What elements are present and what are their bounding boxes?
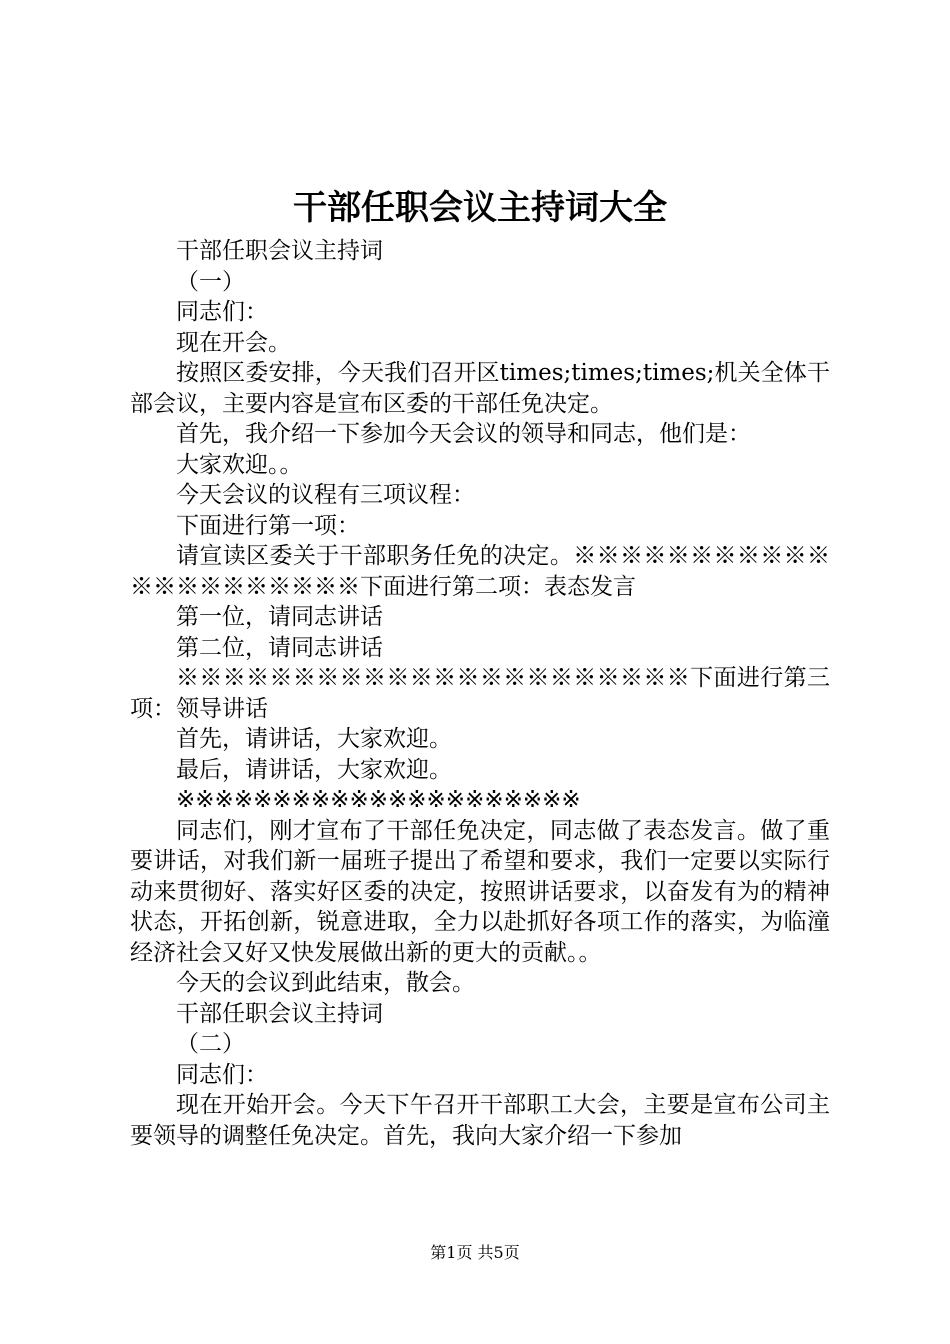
page-number-label: 第1页 共5页 <box>430 1243 520 1262</box>
document-page <box>130 186 830 1151</box>
paragraph: 今天的会议到此结束，散会。 <box>176 970 475 996</box>
paragraph: 按照区委安排，今天我们召开区times;times;times;机关全体干部会议，主要内容是宣布区委的干部任免决定。 <box>130 360 830 417</box>
document-title: 干部任职会议主持词大全 <box>293 188 667 228</box>
paragraph: ※※※※※※※※※※※※※※※※※※※※※ <box>176 787 581 813</box>
paragraph: 同志们： <box>176 299 268 325</box>
paragraph: （一） <box>176 268 245 295</box>
document-body <box>130 236 830 1151</box>
paragraph: 同志们，刚才宣布了干部任免决定，同志做了表态发言。做了重要讲话，对我们新一届班子提出了希望和要求，我们一定要以实际行动来贯彻好、落实好区委的决定，按照讲话要求，以奋发有为的精神状态，开拓创新，锐意进取，全力以赴抓好各项工作的落实，为临潼经济社会又好又快发展做出新的更大的贡献。。 <box>130 817 830 966</box>
paragraph: 请宣读区委关于干部职务任免的决定。※※※※※※※※※※※※※※※※※※※※※下面进行第二项：表态发言 <box>130 543 830 600</box>
paragraph: 第一位，请同志讲话 <box>176 604 383 630</box>
paragraph: 第二位，请同志讲话 <box>176 634 383 661</box>
paragraph: 现在开会。 <box>176 329 291 356</box>
paragraph: 同志们： <box>176 1061 268 1088</box>
page-footer <box>0 1242 950 1264</box>
paragraph: 首先，请讲话，大家欢迎。 <box>176 726 452 752</box>
paragraph: 干部任职会议主持词 <box>176 238 383 264</box>
paragraph: 最后，请讲话，大家欢迎。 <box>176 756 452 783</box>
paragraph: （二） <box>176 1031 245 1057</box>
paragraph: 首先，我介绍一下参加今天会议的领导和同志，他们是： <box>176 421 751 447</box>
paragraph: 下面进行第一项： <box>176 512 360 539</box>
paragraph: 今天会议的议程有三项议程： <box>176 482 475 508</box>
paragraph: 干部任职会议主持词 <box>176 1000 383 1027</box>
paragraph: 大家欢迎。。 <box>176 451 303 478</box>
paragraph: ※※※※※※※※※※※※※※※※※※※※※※下面进行第三项：领导讲话 <box>130 665 830 722</box>
paragraph: 现在开始开会。今天下午召开干部职工大会，主要是宣布公司主要领导的调整任免决定。首先，我向大家介绍一下参加 <box>130 1092 830 1149</box>
